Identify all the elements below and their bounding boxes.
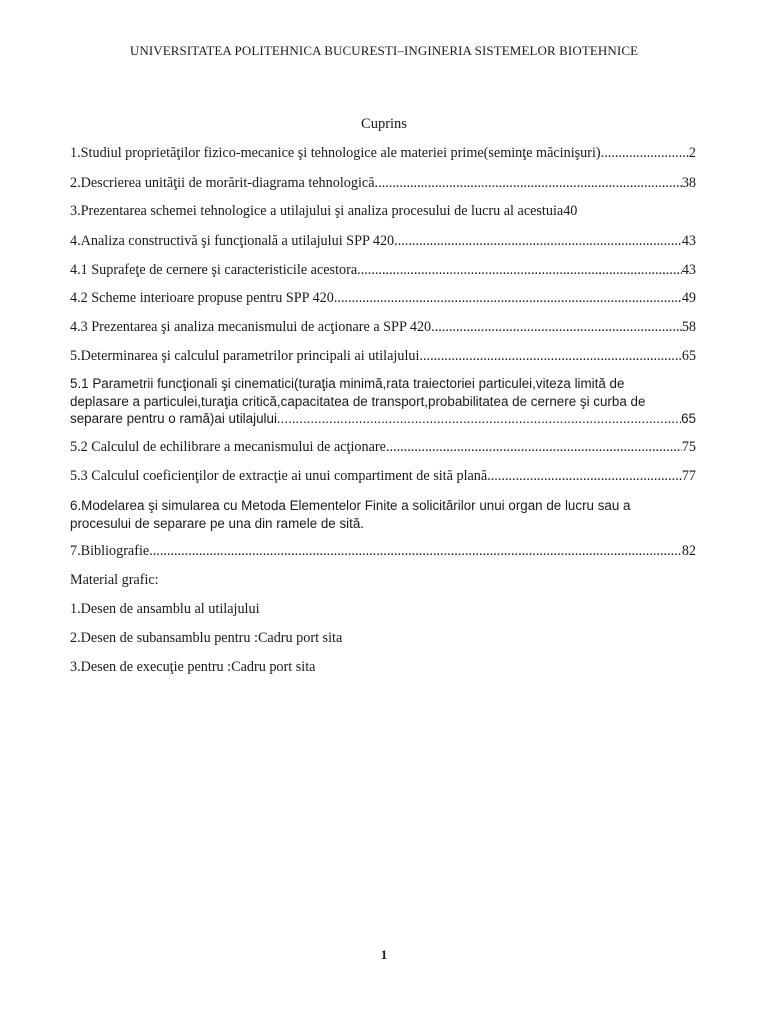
toc-entry-page: 65 xyxy=(681,348,696,364)
toc-leader xyxy=(277,410,681,428)
toc-entry-title: 5.3 Calculul coeficienţilor de extracţie ai unui compartiment de sită plană xyxy=(70,468,488,484)
toc-entry-title: 5.Determinarea şi calculul parametrilor principali ai utilajului xyxy=(70,348,420,364)
toc-entry-page: 49 xyxy=(681,290,696,306)
toc-entry-page: 40 xyxy=(563,203,578,219)
material-item: 3.Desen de execuţie pentru :Cadru port sita xyxy=(70,659,316,675)
toc-leader xyxy=(334,290,682,308)
toc-entry-line: procesului de separare pe una din ramele de sită. xyxy=(70,515,365,531)
toc-entry xyxy=(70,203,696,221)
toc-leader xyxy=(357,262,682,280)
toc-entry-page: 38 xyxy=(681,175,696,191)
material-item: 2.Desen de subansamblu pentru :Cadru port sita xyxy=(70,630,343,646)
page-number: 1 xyxy=(380,947,388,962)
toc-leader xyxy=(394,233,682,251)
toc-title: Cuprins xyxy=(361,116,407,132)
toc-entry-page: 43 xyxy=(681,233,696,249)
toc-entry-title: 4.1 Suprafeţe de cernere şi caracteristicile acestora xyxy=(70,262,358,278)
toc-entry xyxy=(70,439,696,457)
toc-entry xyxy=(70,233,696,251)
toc-entry-page: 65 xyxy=(681,411,696,426)
toc-entry-title: 5.2 Calculul de echilibrare a mecanismului de acţionare xyxy=(70,439,386,455)
toc-leader xyxy=(431,319,682,337)
toc-entry xyxy=(70,319,696,337)
toc-entry xyxy=(70,262,696,280)
toc-leader xyxy=(419,348,681,366)
toc-entry xyxy=(70,497,696,532)
toc-leader xyxy=(487,468,682,486)
toc-entry-page: 75 xyxy=(681,439,696,455)
toc-entry xyxy=(70,543,696,561)
toc-entry-line: 5.1 Parametrii funcţionali şi cinematici(turaţia minimă,rata traiectoriei particulei,viteza limită de xyxy=(70,376,625,391)
toc-entry xyxy=(70,375,696,428)
toc-entry xyxy=(70,145,696,163)
toc-entry-title: 4.Analiza constructivă şi funcţională a utilajului SPP 420 xyxy=(70,233,395,249)
toc-entry-page: 82 xyxy=(681,543,696,559)
toc-leader xyxy=(149,543,682,561)
university-header: UNIVERSITATEA POLITEHNICA BUCURESTI–INGINERIA SISTEMELOR BIOTEHNICE xyxy=(129,43,639,58)
toc-entry xyxy=(70,175,696,193)
toc-leader xyxy=(375,175,682,193)
toc-entry-title: 7.Bibliografie xyxy=(70,543,150,559)
toc-entry-title: 2.Descrierea unităţii de morărit-diagrama tehnologică xyxy=(70,175,375,191)
toc-entry-page: 43 xyxy=(681,262,696,278)
toc-entry-page: 58 xyxy=(681,319,696,335)
toc-entry-title: separare pentru o ramă)ai utilajului xyxy=(70,411,277,426)
toc-entry xyxy=(70,348,696,366)
toc-leader xyxy=(601,145,689,163)
toc-entry-title: 4.2 Scheme interioare propuse pentru SPP 420 xyxy=(70,290,334,306)
material-item: 1.Desen de ansamblu al utilajului xyxy=(70,601,260,617)
toc-entry-title: 4.3 Prezentarea şi analiza mecanismului de acţionare a SPP 420 xyxy=(70,319,432,335)
toc-entry xyxy=(70,468,696,486)
toc-entry-line: deplasare a particulei,turaţia critică,capacitatea de transport,probabilitatea de cernere şi curba de xyxy=(70,393,646,409)
toc-entry-page: 77 xyxy=(681,468,696,484)
toc-entry-title: 1.Studiul proprietăţilor fizico-mecanice şi tehnologice ale materiei prime(seminţe măcinişuri) xyxy=(70,145,601,161)
material-title: Material grafic: xyxy=(70,572,159,588)
toc-entry xyxy=(70,290,696,308)
toc-leader xyxy=(386,439,682,457)
toc-entry-title: 3.Prezentarea schemei tehnologice a utilajului şi analiza procesului de lucru al acestuia xyxy=(70,203,564,219)
toc-entry-page: 2 xyxy=(688,145,696,161)
toc-entry-line: 6.Modelarea şi simularea cu Metoda Elementelor Finite a solicitărilor unui organ de lucru sau a xyxy=(70,498,631,513)
